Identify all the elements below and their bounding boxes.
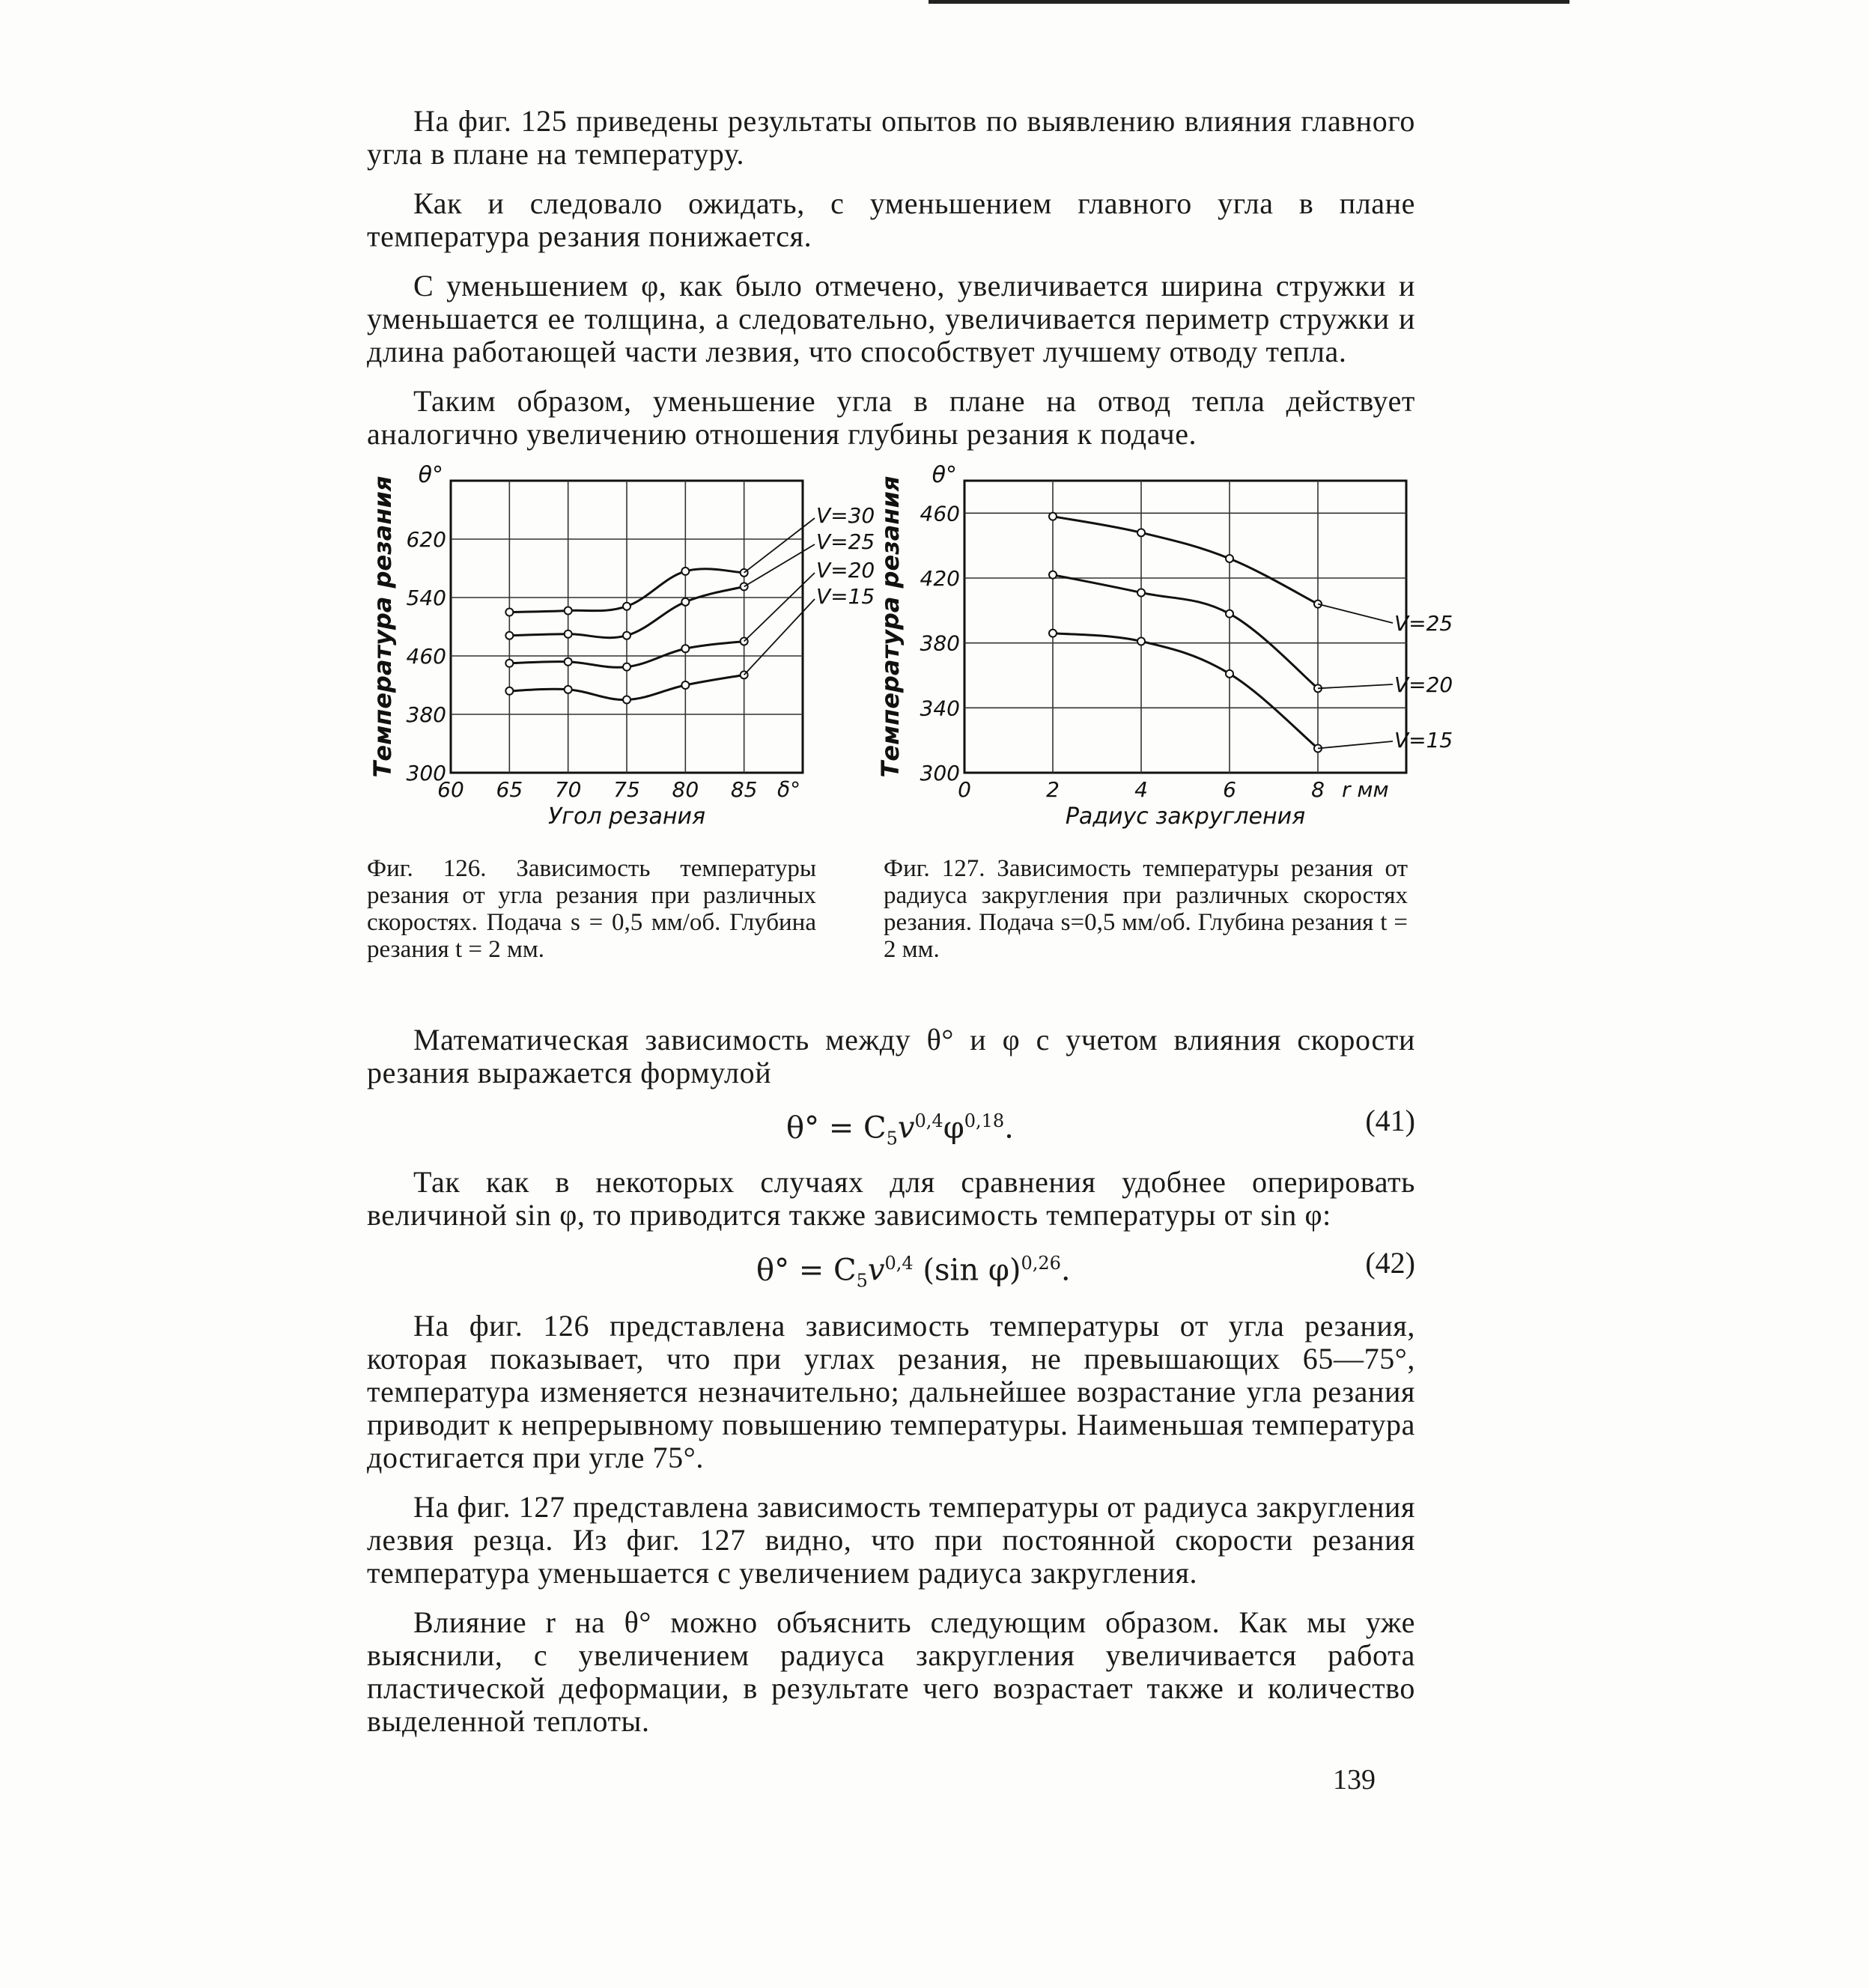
y-tick-label: 340 bbox=[920, 696, 960, 721]
y-unit-label: θ° bbox=[932, 462, 957, 488]
x-tick-label: 85 bbox=[730, 777, 758, 802]
y-tick-label: 420 bbox=[920, 566, 960, 591]
data-point bbox=[1049, 571, 1057, 579]
data-point bbox=[623, 696, 630, 704]
series-leader-line bbox=[1318, 741, 1393, 749]
chart-126 bbox=[367, 462, 875, 848]
data-point bbox=[565, 607, 572, 615]
data-point bbox=[1137, 589, 1145, 597]
series-label: V=25 bbox=[816, 529, 875, 554]
y-axis-title: Температура резания bbox=[876, 475, 905, 778]
chart-127 bbox=[876, 462, 1453, 848]
formula-41-exp1: 0,4 bbox=[914, 1110, 943, 1131]
paragraph-1: На фиг. 125 приведены результаты опытов по выявлению влияния главного угла в плане на температуру. bbox=[367, 104, 1415, 171]
series-leader-line bbox=[744, 518, 815, 573]
series-leader-line bbox=[1318, 604, 1393, 623]
data-point bbox=[623, 603, 630, 610]
paragraph-sin: Так как в некоторых случаях для сравнения удобнее оперировать величиной sin φ, то приводится также зависимость температуры от sin φ: bbox=[367, 1165, 1415, 1232]
paragraph-6: На фиг. 127 представлена зависимость температуры от радиуса закругления лезвия резца. Из фиг. 127 видно, что при постоянной скорости резания температура уменьшается с увеличением радиуса закругления. bbox=[367, 1490, 1415, 1590]
series-leader-line bbox=[744, 573, 815, 642]
x-tick-label: 6 bbox=[1223, 777, 1236, 802]
data-point bbox=[565, 658, 572, 666]
formula-42-paren: (sin φ) bbox=[913, 1253, 1021, 1288]
paragraph-4: Таким образом, уменьшение угла в плане на отвод тепла действует аналогично увеличению отношения глубины резания к подаче. bbox=[367, 384, 1415, 451]
y-tick-label: 460 bbox=[406, 644, 446, 669]
data-point bbox=[565, 630, 572, 638]
x-tick-label: 70 bbox=[554, 777, 582, 802]
x-tick-label: 0 bbox=[958, 777, 971, 802]
paragraph-formula-intro: Математическая зависимость между θ° и φ с учетом влияния скорости резания выражается формулой bbox=[367, 1023, 1415, 1089]
y-tick-label: 540 bbox=[406, 586, 446, 610]
data-point bbox=[681, 681, 689, 689]
data-point bbox=[681, 598, 689, 606]
formula-42-tail: . bbox=[1060, 1253, 1071, 1288]
formula-42-exp1: 0,4 bbox=[884, 1253, 914, 1274]
data-point bbox=[505, 687, 513, 695]
formula-42-exp2: 0,26 bbox=[1021, 1253, 1061, 1274]
formula-42 bbox=[367, 1239, 1415, 1292]
data-point bbox=[1226, 670, 1233, 678]
top-edge-rule bbox=[929, 0, 1569, 4]
formula-41 bbox=[367, 1097, 1415, 1149]
data-point bbox=[1049, 630, 1057, 637]
x-tick-label: 60 bbox=[437, 777, 464, 802]
series-label: V=15 bbox=[816, 584, 875, 609]
paragraph-5: На фиг. 126 представлена зависимость температуры от угла резания, которая показывает, что при углах резания, не превышающих 65—75°, температура изменяется незначительно; дальнейшее возрастание угла резания приводит к непрерывному повышению температуры. Наименьшая температура достигается при угле 75°. bbox=[367, 1309, 1415, 1474]
formula-41-phi: φ bbox=[943, 1110, 964, 1146]
x-tick-label: 75 bbox=[613, 777, 640, 802]
y-tick-label: 380 bbox=[920, 630, 960, 656]
data-point bbox=[1049, 513, 1057, 520]
y-tick-label: 380 bbox=[406, 702, 446, 727]
figure-127-caption: Фиг. 127. Зависимость температуры резания от радиуса закругления при различных скоростях резания. Подача s=0,5 мм/об. Глубина резания t = 2 мм. bbox=[884, 855, 1408, 963]
data-point bbox=[1226, 610, 1233, 618]
formula-41-sub: 5 bbox=[886, 1128, 898, 1149]
x-tick-label: 2 bbox=[1046, 777, 1060, 802]
data-point bbox=[505, 660, 513, 667]
x-axis-title: Радиус закругления bbox=[1065, 803, 1306, 830]
x-axis-title: Угол резания bbox=[547, 803, 706, 830]
formula-42-expression bbox=[756, 1239, 1071, 1304]
y-tick-label: 460 bbox=[920, 501, 960, 526]
formula-42-lhs: θ° = C bbox=[756, 1253, 857, 1288]
x-unit-label: δ° bbox=[777, 777, 801, 802]
y-unit-label: θ° bbox=[418, 462, 443, 488]
data-point bbox=[565, 686, 572, 693]
x-tick-label: 65 bbox=[496, 777, 523, 802]
formula-41-v: v bbox=[897, 1110, 915, 1146]
x-tick-label: 4 bbox=[1134, 777, 1148, 802]
formula-42-v: v bbox=[867, 1253, 885, 1288]
data-point bbox=[623, 663, 630, 671]
formula-42-sub: 5 bbox=[856, 1270, 868, 1292]
formula-42-number: (42) bbox=[1365, 1246, 1415, 1280]
plot-frame bbox=[964, 481, 1406, 773]
page-content bbox=[367, 104, 1453, 1754]
data-point bbox=[681, 645, 689, 652]
data-point bbox=[505, 609, 513, 616]
formula-41-lhs: θ° = C bbox=[786, 1110, 887, 1146]
figure-126 bbox=[367, 462, 875, 851]
data-point bbox=[1137, 638, 1145, 645]
series-label: V=30 bbox=[816, 503, 875, 528]
x-tick-label: 8 bbox=[1311, 777, 1325, 802]
formula-41-expression bbox=[786, 1097, 1014, 1162]
formula-41-tail: . bbox=[1004, 1110, 1014, 1146]
page-number: 139 bbox=[1333, 1764, 1376, 1796]
figures-row bbox=[367, 462, 1453, 1016]
series-label: V=20 bbox=[1394, 672, 1453, 697]
figure-126-caption: Фиг. 126. Зависимость температуры резания от угла резания при различных скоростях. Подача s = 0,5 мм/об. Глубина резания t = 2 мм. bbox=[367, 855, 816, 963]
paragraph-7: Влияние r на θ° можно объяснить следующим образом. Как мы уже выяснили, с увеличением радиуса закругления увеличивается работа пластической деформации, в результате чего возрастает также и количество выделенной теплоты. bbox=[367, 1605, 1415, 1738]
x-tick-label: 80 bbox=[672, 777, 699, 802]
y-axis-title: Температура резания bbox=[368, 475, 397, 778]
data-point bbox=[1226, 555, 1233, 562]
formula-41-exp2: 0,18 bbox=[964, 1110, 1005, 1131]
y-tick-label: 620 bbox=[406, 527, 446, 552]
data-point bbox=[623, 632, 630, 639]
data-point bbox=[1137, 529, 1145, 536]
series-label: V=25 bbox=[1394, 611, 1453, 636]
series-label: V=20 bbox=[816, 558, 875, 583]
series-line-2 bbox=[1053, 575, 1318, 689]
y-tick-label: 300 bbox=[920, 761, 960, 785]
series-label: V=15 bbox=[1394, 728, 1453, 753]
figure-127 bbox=[876, 462, 1453, 851]
data-point bbox=[505, 632, 513, 639]
series-leader-line bbox=[744, 544, 815, 586]
series-line-1 bbox=[1053, 517, 1318, 604]
x-unit-label: r мм bbox=[1342, 777, 1389, 802]
data-point bbox=[741, 583, 748, 590]
data-point bbox=[681, 568, 689, 575]
series-leader-line bbox=[744, 599, 815, 675]
formula-41-number: (41) bbox=[1365, 1104, 1415, 1137]
series-leader-line bbox=[1318, 684, 1393, 688]
paragraph-3: С уменьшением φ, как было отмечено, увеличивается ширина стружки и уменьшается ее толщина, а следовательно, увеличивается периметр стружки и длина работающей части лезвия, что способствует лучшему отводу тепла. bbox=[367, 269, 1415, 368]
y-tick-label: 300 bbox=[406, 761, 446, 785]
paragraph-2: Как и следовало ожидать, с уменьшением главного угла в плане температура резания понижается. bbox=[367, 186, 1415, 253]
